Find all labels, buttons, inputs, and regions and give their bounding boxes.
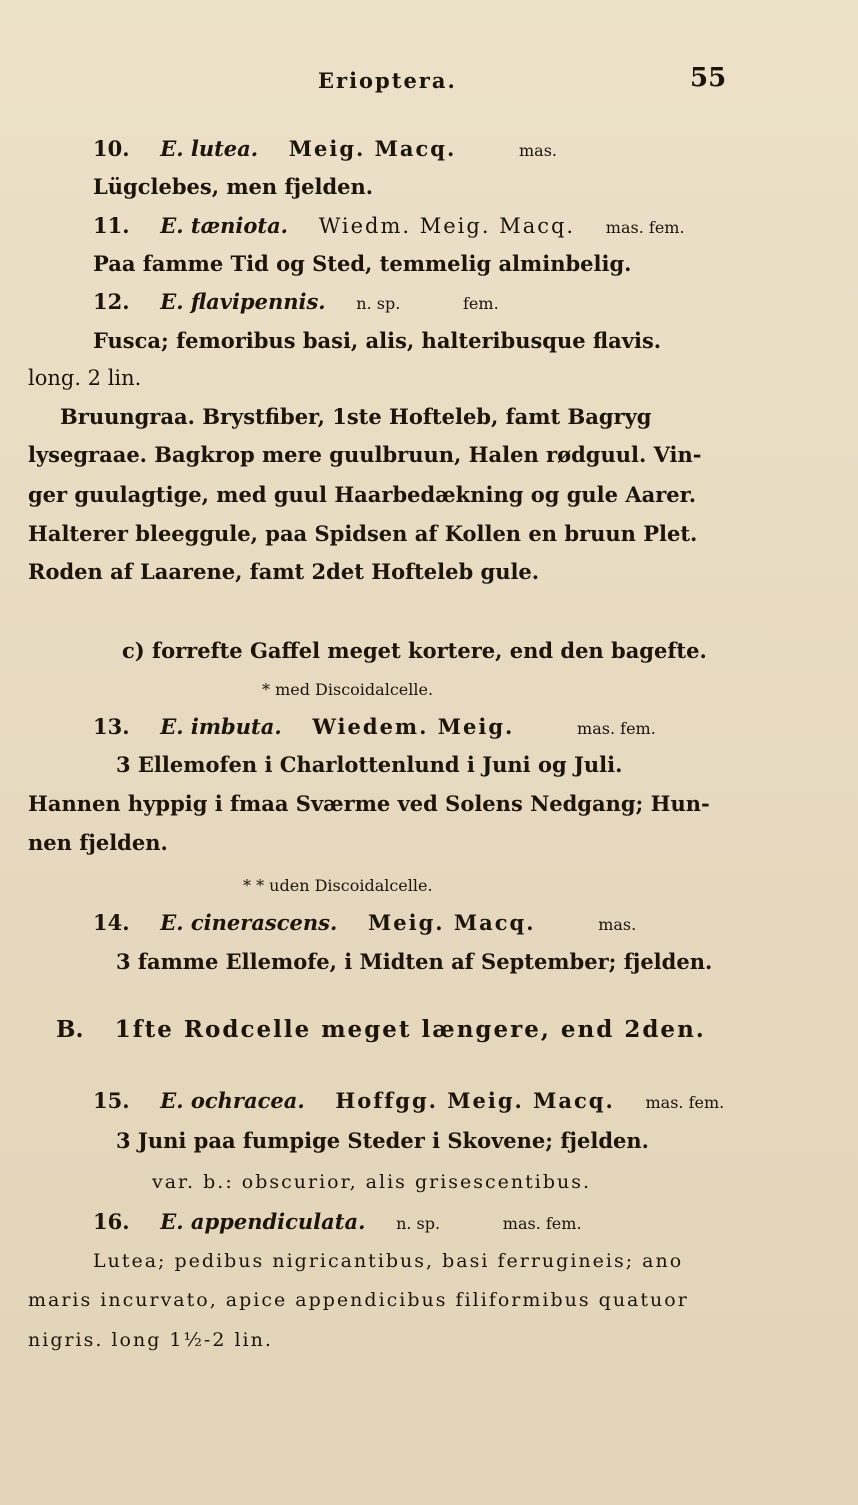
entry-number: 12.	[93, 289, 130, 314]
species-name: E. tæniota.	[160, 213, 288, 238]
authority: n. sp.	[396, 1214, 441, 1233]
sex: mas. fem.	[645, 1093, 725, 1112]
section-text: 1fte Rodcelle meget længere, end 2den.	[114, 1016, 706, 1043]
text-line: 3 Ellemofen i Charlottenlund i Juni og Juli.	[116, 752, 623, 777]
authority: Hoffgg. Meig. Macq.	[335, 1088, 615, 1113]
variety-line: var. b.: obscurior, alis grisescentibus.	[152, 1171, 592, 1193]
text-line: Bruungraa. Brystfiber, 1ste Hofteleb, famt Bagryg	[60, 404, 652, 429]
latin-diagnosis: Lutea; pedibus nigricantibus, basi ferrugineis; ano	[93, 1250, 684, 1272]
latin-diagnosis: nigris. long 1½-2 lin.	[28, 1329, 273, 1351]
authority: Wiedm. Meig. Macq.	[318, 214, 576, 238]
authority: Meig. Macq.	[288, 136, 457, 161]
text-line: lysegraae. Bagkrop mere guulbruun, Halen rødguul. Vin-	[28, 442, 702, 467]
text-line: Hannen hyppig i fmaa Sværme ved Solens Nedgang; Hun-	[28, 791, 710, 816]
section-label: B.	[56, 1016, 84, 1043]
species-name: E. imbuta.	[160, 714, 282, 739]
authority: Meig. Macq.	[368, 910, 536, 935]
entry-number: 15.	[93, 1088, 130, 1113]
latin-diagnosis: maris incurvato, apice appendicibus filiformibus quatuor	[28, 1289, 689, 1311]
text-line: ger guulagtige, med guul Haarbedækning og gule Aarer.	[28, 482, 697, 507]
authority: n. sp.	[356, 294, 401, 313]
authority: Wiedem. Meig.	[312, 714, 515, 739]
species-name: E. flavipennis.	[160, 289, 326, 314]
text-line: Lügclebes, men fjelden.	[93, 174, 374, 199]
entry-12	[93, 288, 499, 318]
text-line: nen fjelden.	[28, 830, 168, 855]
entry-number: 14.	[93, 910, 130, 935]
latin-diagnosis: Fusca; femoribus basi, alis, halteribusque flavis.	[93, 328, 662, 353]
sex: fem.	[463, 294, 499, 313]
sex: mas. fem.	[605, 218, 685, 237]
text-line: Paa famme Tid og Sted, temmelig alminbelig.	[93, 251, 632, 276]
entry-14	[93, 909, 636, 939]
sex: mas.	[598, 915, 637, 934]
sex: mas. fem.	[577, 719, 656, 738]
species-name: E. lutea.	[160, 136, 259, 161]
text-line: long. 2 lin.	[28, 366, 142, 390]
running-head: Erioptera.	[318, 68, 457, 93]
entry-13	[93, 713, 656, 743]
text-line: 3 Juni paa fumpige Steder i Skovene; fjelden.	[116, 1128, 649, 1153]
entry-11	[93, 212, 685, 242]
text-line: Roden af Laarene, famt 2det Hofteleb gule.	[28, 559, 540, 584]
section-heading: c) forrefte Gaffel meget kortere, end den bagefte.	[122, 638, 707, 663]
subsection-heading: * * uden Discoidalcelle.	[243, 876, 433, 895]
text-line: Halterer bleeggule, paa Spidsen af Kollen en bruun Plet.	[28, 521, 698, 546]
entry-number: 11.	[93, 213, 130, 238]
section-heading-b	[56, 1016, 706, 1044]
entry-16	[93, 1208, 582, 1238]
entry-10	[93, 135, 557, 165]
sex: mas.	[519, 141, 558, 160]
entry-number: 16.	[93, 1209, 130, 1234]
text-line: 3 famme Ellemofe, i Midten af September; fjelden.	[116, 949, 713, 974]
page-number: 55	[690, 63, 727, 93]
species-name: E. cinerascens.	[160, 910, 338, 935]
subsection-heading: * med Discoidalcelle.	[262, 680, 434, 699]
species-name: E. appendiculata.	[160, 1209, 366, 1234]
entry-number: 10.	[93, 136, 130, 161]
sex: mas. fem.	[502, 1214, 582, 1233]
entry-15	[93, 1087, 724, 1117]
species-name: E. ochracea.	[160, 1088, 305, 1113]
entry-number: 13.	[93, 714, 130, 739]
